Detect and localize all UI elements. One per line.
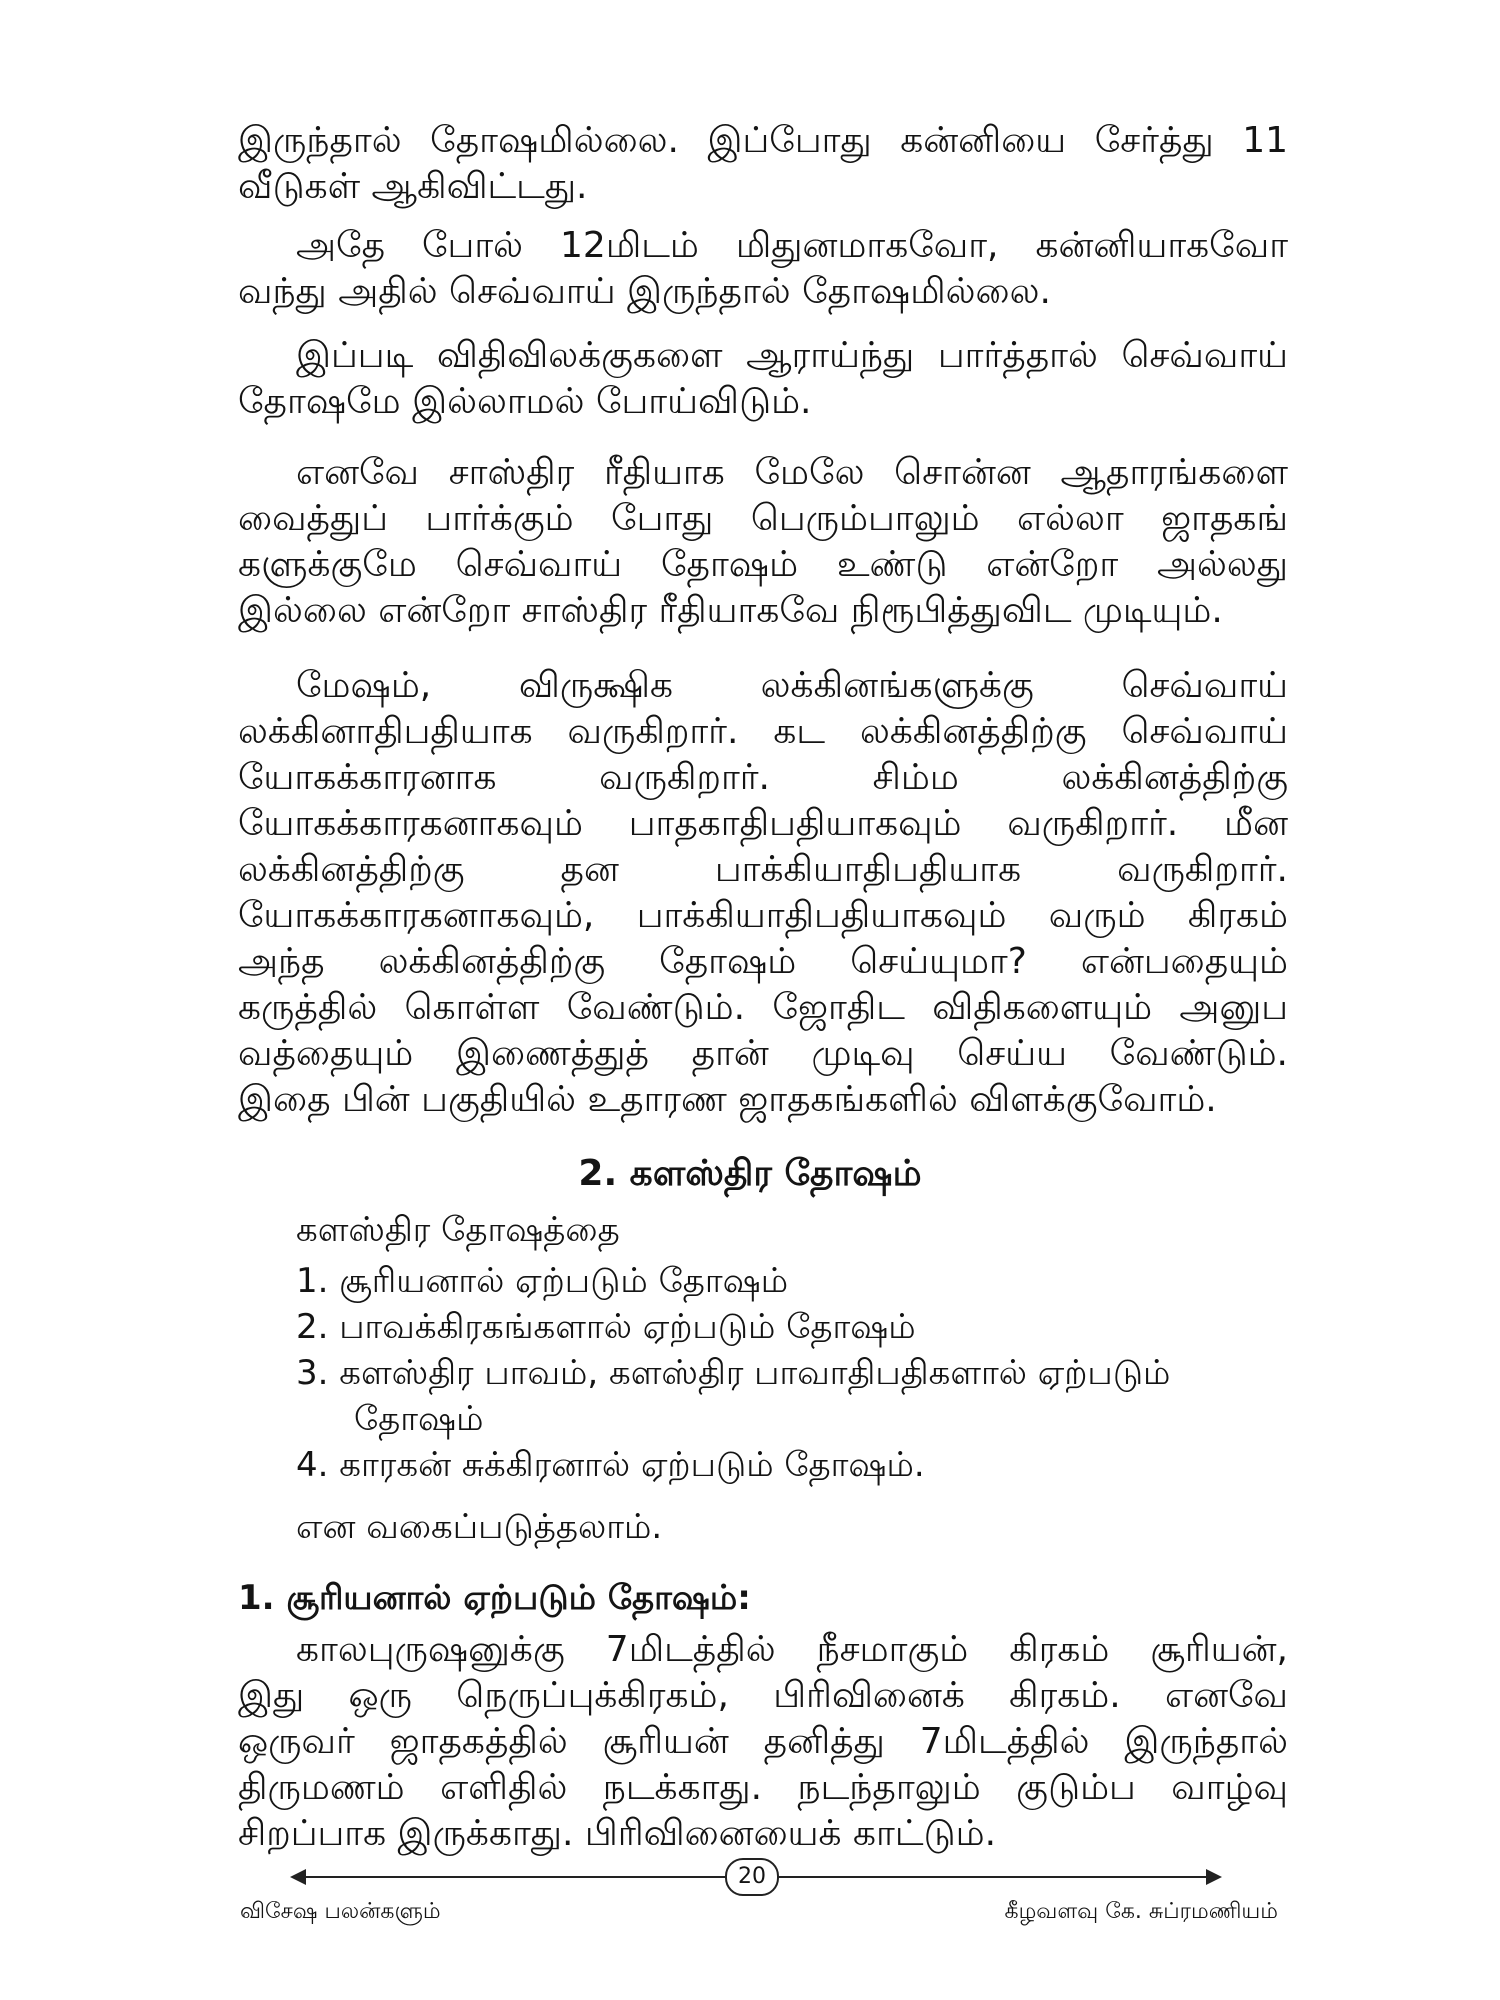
list-item (296, 1258, 1288, 1304)
paragraph-4 (238, 450, 1288, 634)
paragraph-line: காலபுருஷனுக்கு 7மிடத்தில் நீசமாகும் கிரகம் சூரியன், (296, 1629, 1288, 1670)
list-item (296, 1350, 1288, 1442)
paragraph-line: சிறப்பாக இருக்காது. பிரிவினையைக் காட்டும். (238, 1813, 997, 1854)
paragraph-line: வைத்துப் பார்க்கும் போது பெரும்பாலும் எல்லா ஜாதகங் (238, 498, 1288, 539)
paragraph-1 (238, 118, 1288, 210)
paragraph-3 (238, 333, 1288, 425)
list-item-text: 2. பாவக்கிரகங்களால் ஏற்படும் தோஷம் (296, 1307, 916, 1347)
paragraph-line: இருந்தால் தோஷமில்லை. இப்போது கன்னியை சேர்த்து 11 (238, 120, 1288, 161)
list-outro: என வகைப்படுத்தலாம். (296, 1507, 663, 1547)
dosha-type-list (296, 1258, 1288, 1488)
paragraph-line: இது ஒரு நெருப்புக்கிரகம், பிரிவினைக் கிரகம். எனவே (238, 1675, 1288, 1716)
paragraph-line: மேஷம், விருக்ஷிக லக்கினங்களுக்கு செவ்வாய் (296, 665, 1288, 706)
arrow-right-icon (1206, 1869, 1222, 1885)
list-item (296, 1442, 1288, 1488)
list-item-text: 4. காரகன் சுக்கிரனால் ஏற்படும் தோஷம். (296, 1445, 925, 1485)
paragraph-line: ஒருவர் ஜாதகத்தில் சூரியன் தனித்து 7மிடத்தில் இருந்தால் (238, 1721, 1288, 1762)
paragraph-line: அந்த லக்கினத்திற்கு தோஷம் செய்யுமா? என்பதையும் (238, 941, 1288, 982)
paragraph-6 (238, 1627, 1288, 1857)
paragraph-line: லக்கினத்திற்கு தன பாக்கியாதிபதியாக வருகிறார். (238, 849, 1288, 890)
paragraph-line: இப்படி விதிவிலக்குகளை ஆராய்ந்து பார்த்தால் செவ்வாய் (296, 335, 1288, 376)
paragraph-2 (238, 223, 1288, 315)
paragraph-line: யோகக்காரனாக வருகிறார். சிம்ம லக்கினத்திற்கு (238, 757, 1288, 798)
list-intro: களஸ்திர தோஷத்தை (296, 1210, 620, 1250)
footer-author: கீழவளவு கே. சுப்ரமணியம் (1004, 1899, 1278, 1924)
paragraph-line: அதே போல் 12மிடம் மிதுனமாகவோ, கன்னியாகவோ (296, 225, 1288, 266)
arrow-left-icon (290, 1869, 306, 1885)
paragraph-line: யோகக்காரகனாகவும் பாதகாதிபதியாகவும் வருகிறார். மீன (238, 803, 1288, 844)
paragraph-line: வந்து அதில் செவ்வாய் இருந்தால் தோஷமில்லை. (238, 271, 1051, 312)
subsection-heading: 1. சூரியனால் ஏற்படும் தோஷம்: (238, 1578, 751, 1618)
page-number: 20 (725, 1858, 779, 1896)
paragraph-line: திருமணம் எளிதில் நடக்காது. நடந்தாலும் குடும்ப வாழ்வு (238, 1767, 1288, 1808)
paragraph-5 (238, 663, 1288, 1123)
paragraph-line: யோகக்காரகனாகவும், பாக்கியாதிபதியாகவும் வரும் கிரகம் (238, 895, 1288, 936)
paragraph-line: இல்லை என்றோ சாஸ்திர ரீதியாகவே நிரூபித்துவிட முடியும். (238, 590, 1223, 631)
paragraph-line: கருத்தில் கொள்ள வேண்டும். ஜோதிட விதிகளையும் அனுப (238, 987, 1288, 1028)
list-item (296, 1304, 1288, 1350)
list-item-text: 3. களஸ்திர பாவம், களஸ்திர பாவாதிபதிகளால் ஏற்படும் (296, 1353, 1171, 1393)
paragraph-line: தோஷமே இல்லாமல் போய்விடும். (238, 381, 812, 422)
paragraph-line: களுக்குமே செவ்வாய் தோஷம் உண்டு என்றோ அல்லது (238, 544, 1288, 585)
paragraph-line: வத்தையும் இணைத்துத் தான் முடிவு செய்ய வேண்டும். (238, 1033, 1288, 1074)
list-item-continuation: தோஷம் (354, 1399, 484, 1439)
list-item-text: 1. சூரியனால் ஏற்படும் தோஷம் (296, 1261, 789, 1301)
paragraph-line: இதை பின் பகுதியில் உதாரண ஜாதகங்களில் விளக்குவோம். (238, 1079, 1217, 1120)
paragraph-line: வீடுகள் ஆகிவிட்டது. (238, 166, 588, 207)
paragraph-line: எனவே சாஸ்திர ரீதியாக மேலே சொன்ன ஆதாரங்களை (296, 452, 1288, 493)
footer-book-title: விசேஷ பலன்களும் (240, 1899, 441, 1924)
paragraph-line: லக்கினாதிபதியாக வருகிறார். கட லக்கினத்திற்கு செவ்வாய் (238, 711, 1288, 752)
section-heading: 2. களஸ்திர தோஷம் (578, 1153, 922, 1194)
